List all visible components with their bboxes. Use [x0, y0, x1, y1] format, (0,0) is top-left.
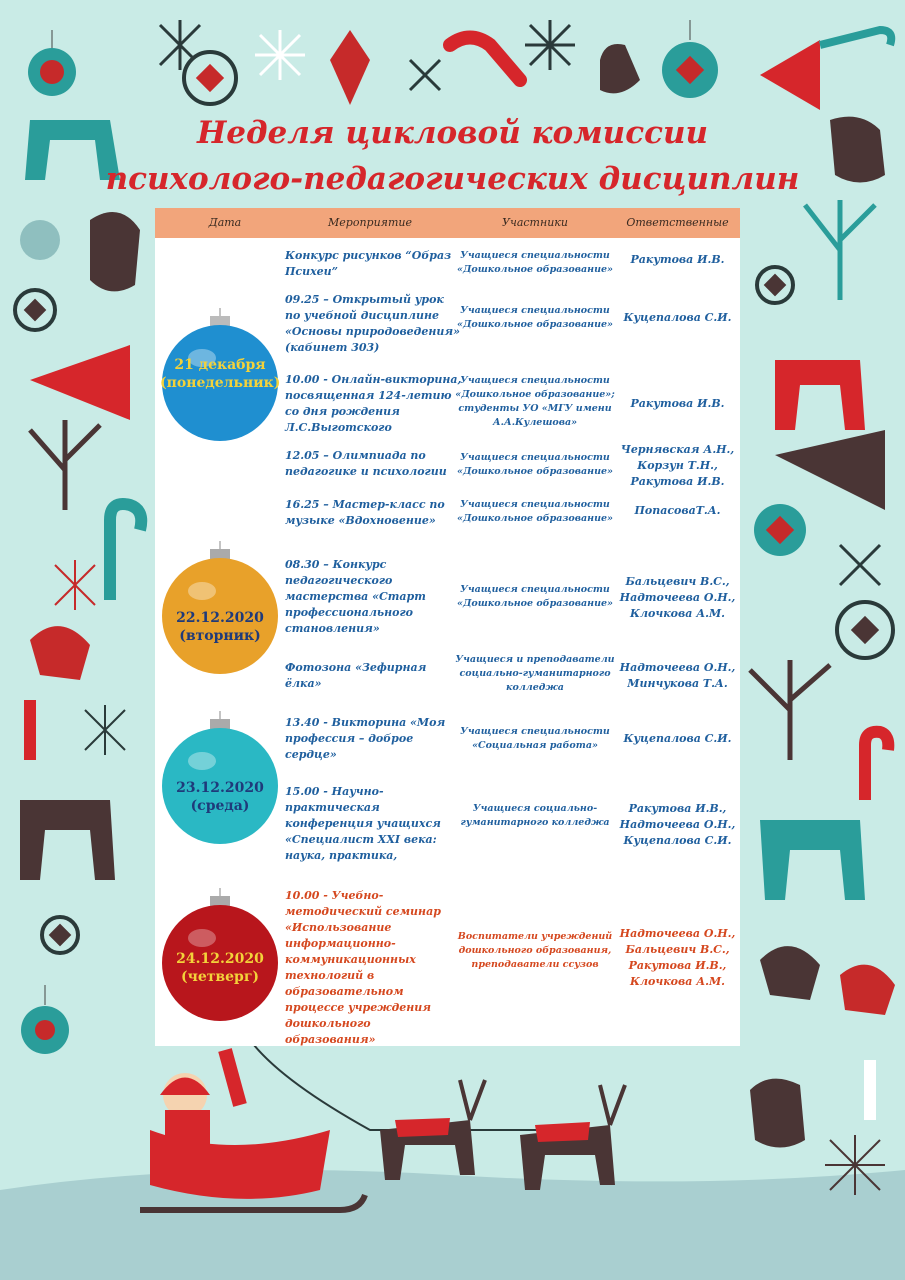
tree-icon	[30, 345, 130, 420]
bare-tree-icon	[805, 200, 875, 300]
candy-cane-icon	[110, 504, 141, 600]
date-label-day1: 21 декабря	[174, 357, 266, 373]
ornament-icon	[42, 917, 78, 953]
candy-cane-icon	[865, 732, 888, 800]
responsible-cell: Бальцевич В.С., Надточеева О.Н., Клочкова А.М.	[619, 575, 736, 620]
tree-icon	[760, 40, 820, 110]
participants-cell: Учащиеся специальности «Дошкольное образование»	[457, 584, 613, 609]
ornament-icon	[15, 290, 55, 330]
event-cell: 12.05 – Олимпиада по педагогике и психологии	[285, 449, 447, 478]
weekday-label-day4: (четверг)	[180, 969, 260, 985]
participants-cell: Учащиеся специальности «Дошкольное образование»	[457, 305, 613, 330]
responsible-cell: Ракутова И.В.	[630, 253, 725, 266]
snowball-icon	[20, 220, 60, 260]
responsible-cell: Куцепалова С.И.	[623, 311, 732, 324]
ornament-icon	[21, 985, 69, 1054]
responsible-cell: Куцепалова С.И.	[623, 732, 732, 745]
event-cell: 10.00 - Учебно-методический семинар «Использование информационно-коммуникационных технологий в образовательном процессе учреждения дошкольного образования»	[285, 889, 441, 1046]
responsible-cell: Надточеева О.Н., Минчукова Т.А.	[619, 661, 736, 690]
snowflake-icon	[55, 560, 95, 610]
participants-cell: Учащиеся специальности «Дошкольное образование»; студенты УО «МГУ имени А.А.Кулешова»	[455, 375, 615, 428]
weekday-label-day1: (понедельник)	[160, 375, 281, 391]
ornament-icon	[754, 504, 806, 556]
participants-cell: Учащиеся специальности «Социальная работа»	[460, 726, 610, 751]
mitten-icon	[600, 44, 640, 93]
participants-cell: Учащиеся социально-гуманитарного колледжа	[460, 803, 610, 828]
bird-icon	[760, 946, 820, 1000]
participants-cell: Учащиеся и преподаватели социально-гуманитарного колледжа	[455, 654, 615, 693]
candy-cane-icon	[820, 30, 891, 45]
responsible-cell: Чернявская А.Н., Корзун Т.Н., Ракутова И.В.	[620, 443, 735, 488]
column-header-participants: Участники	[502, 216, 568, 229]
mitten-icon	[750, 1079, 805, 1148]
reindeer-icon	[20, 800, 115, 880]
date-label-day2: 22.12.2020	[176, 610, 264, 626]
participants-cell: Учащиеся специальности «Дошкольное образование»	[457, 452, 613, 477]
ornament-icon	[28, 30, 76, 96]
snowflake-icon	[825, 1135, 885, 1195]
weekday-label-day2: (вторник)	[179, 628, 261, 644]
snow-ground	[0, 1170, 905, 1280]
date-ornament-day4	[160, 888, 280, 1028]
reindeer-icon	[380, 1080, 485, 1180]
event-cell: 09.25 – Открытый урок по учебной дисциплине «Основы природоведения» (кабинет 303)	[285, 293, 460, 354]
ornament-icon	[330, 30, 370, 105]
snowflake-icon	[840, 545, 880, 585]
tree-icon	[775, 430, 885, 510]
event-cell: Конкурс рисунков “Образ Психеи”	[285, 249, 452, 278]
date-label-day4: 24.12.2020	[176, 951, 264, 967]
candy-cane-icon	[450, 38, 520, 81]
reindeer-icon	[760, 820, 865, 900]
responsible-cell: Надточеева О.Н., Бальцевич В.С., Ракутова И.В., Клочкова А.М.	[619, 927, 736, 988]
reindeer-icon	[775, 360, 865, 430]
event-cell: 08.30 – Конкурс педагогического мастерства «Старт профессионального становления»	[285, 558, 426, 635]
bird-icon	[840, 965, 895, 1015]
responsible-cell: Ракутова И.В., Надточеева О.Н., Куцепалова С.И.	[619, 802, 736, 847]
bare-tree-icon	[750, 660, 830, 760]
column-header-date: Дата	[208, 216, 242, 229]
column-header-responsible: Ответственные	[626, 216, 729, 229]
ornament-icon	[757, 267, 793, 303]
ornament-icon	[837, 602, 893, 658]
bird-icon	[30, 626, 90, 680]
table-header	[155, 208, 740, 238]
event-cell: Фотозона «Зефирная ёлка»	[285, 661, 427, 690]
event-cell: 15.00 - Научно-практическая конференция учащихся «Специалист XXI века: наука, практика,	[285, 785, 441, 862]
column-header-event: Мероприятие	[328, 216, 412, 229]
ornament-icon	[662, 20, 718, 98]
responsible-cell: Ракутова И.В.	[630, 397, 725, 410]
date-ornament-day3	[160, 711, 280, 851]
participants-cell: Воспитатели учреждений дошкольного образования, преподаватели ссузов	[457, 931, 613, 970]
participants-cell: Учащиеся специальности «Дошкольное образование»	[457, 250, 613, 275]
date-ornament-day2	[160, 541, 280, 681]
snowflake-icon	[525, 20, 575, 70]
snowflake-icon	[410, 60, 440, 90]
schedule-table	[155, 208, 740, 1046]
page-subtitle: психолого-педагогических дисциплин	[105, 161, 800, 197]
mitten-icon	[90, 212, 140, 291]
participants-cell: Учащиеся специальности «Дошкольное образование»	[457, 499, 613, 524]
reindeer-icon	[520, 1085, 625, 1190]
date-ornament-day1	[160, 308, 280, 448]
snowflake-icon	[255, 30, 305, 80]
bare-tree-icon	[30, 420, 100, 510]
event-cell: 10.00 - Онлайн-викторина, посвященная 124-летию со дня рождения Л.С.Выготского	[285, 373, 462, 434]
responsible-cell: ПопасоваТ.А.	[634, 504, 721, 517]
date-label-day3: 23.12.2020	[176, 780, 264, 796]
weekday-label-day3: (среда)	[190, 798, 250, 814]
page-title: Неделя цикловой комиссии	[196, 115, 709, 151]
ornament-icon	[184, 52, 236, 104]
event-cell: 16.25 – Мастер-класс по музыке «Вдохновение»	[285, 498, 445, 527]
event-cell: 13.40 - Викторина «Моя профессия – доброе сердце»	[285, 716, 446, 761]
snowflake-icon	[85, 705, 125, 755]
